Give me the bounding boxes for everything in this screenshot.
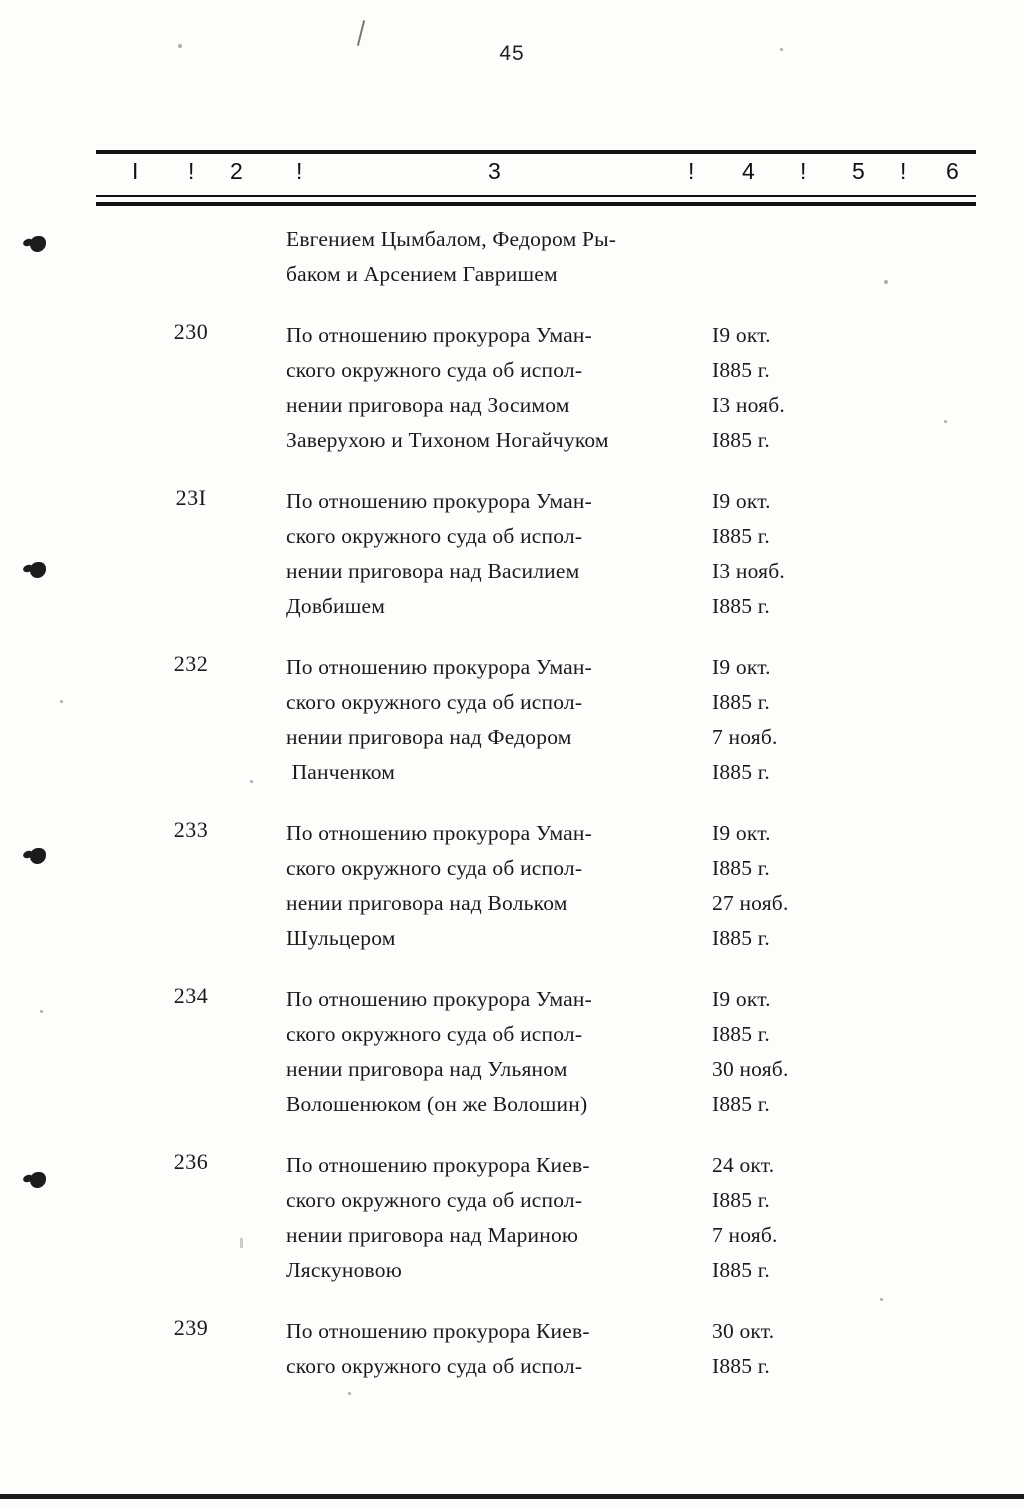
scan-speck xyxy=(40,1010,43,1013)
record-date-line: 24 окт. xyxy=(712,1153,775,1177)
page-number: 45 xyxy=(499,42,525,65)
record-date-line: I885 г. xyxy=(712,358,770,382)
record-description-line: Довбишем xyxy=(286,594,386,618)
record-date-line: I885 г. xyxy=(712,1092,770,1116)
record-description xyxy=(286,1314,696,1384)
record-date-line: I885 г. xyxy=(712,1022,770,1046)
record-date-line: I885 г. xyxy=(712,594,770,618)
record-description-line: ского окружного суда об испол- xyxy=(286,856,583,880)
record-date-line: I885 г. xyxy=(712,690,770,714)
record-description-line: По отношению прокурора Киев- xyxy=(286,1153,590,1177)
record-description-line: Ляскуновою xyxy=(286,1258,402,1282)
record-number: 233 xyxy=(173,817,209,842)
record-description-line: По отношению прокурора Уман- xyxy=(286,489,592,513)
record-description xyxy=(286,650,696,790)
margin-ink-blob xyxy=(30,1172,46,1188)
column-header-2: 2 xyxy=(230,158,243,184)
record-description-line: Заверухою и Тихоном Ногайчуком xyxy=(286,428,609,452)
record-description xyxy=(286,1148,696,1288)
record-description-line: ского окружного суда об испол- xyxy=(286,690,583,714)
record-description xyxy=(286,484,696,624)
record-dates xyxy=(696,816,912,956)
column-header-6: 6 xyxy=(946,158,959,184)
table-row xyxy=(96,1314,986,1384)
record-description-line: нении приговора над Вольком xyxy=(286,891,568,915)
table-row xyxy=(96,816,986,956)
record-description-line: нении приговора над Ульяном xyxy=(286,1057,568,1081)
record-description-line: Шульцером xyxy=(286,926,396,950)
record-date-line: 7 нояб. xyxy=(712,1223,778,1247)
record-number: 232 xyxy=(173,651,209,676)
table-row xyxy=(96,222,986,292)
table-bottom-rule xyxy=(96,202,976,206)
record-description-line: Евгением Цымбалом, Федором Ры- xyxy=(286,227,617,251)
record-description xyxy=(286,982,696,1122)
record-description-line: ского окружного суда об испол- xyxy=(286,1188,583,1212)
record-description-line: ского окружного суда об испол- xyxy=(286,358,583,382)
column-separator-3: ! xyxy=(688,158,695,184)
record-date-line: I885 г. xyxy=(712,856,770,880)
record-date-line: I9 окт. xyxy=(712,821,771,845)
table-row xyxy=(96,982,986,1122)
column-separator-2: ! xyxy=(296,158,303,184)
record-number: 239 xyxy=(173,1315,209,1340)
record-dates xyxy=(696,1148,912,1288)
record-description-line: ского окружного суда об испол- xyxy=(286,1354,583,1378)
record-date-line: I3 нояб. xyxy=(712,559,785,583)
column-header-5: 5 xyxy=(852,158,865,184)
record-date-line: 30 окт. xyxy=(712,1319,775,1343)
record-description-line: нении приговора над Василием xyxy=(286,559,580,583)
record-dates xyxy=(696,484,912,624)
record-description-line: нении приговора над Мариною xyxy=(286,1223,579,1247)
scan-speck xyxy=(250,780,253,783)
record-date-line: I3 нояб. xyxy=(712,393,785,417)
record-date-line: I9 окт. xyxy=(712,655,771,679)
record-dates xyxy=(696,1314,912,1384)
margin-ink-blob xyxy=(30,562,46,578)
record-description-line: нении приговора над Зосимом xyxy=(286,393,570,417)
record-dates xyxy=(696,318,912,458)
record-description-line: По отношению прокурора Уман- xyxy=(286,655,592,679)
record-date-line: I885 г. xyxy=(712,524,770,548)
record-date-line: 27 нояб. xyxy=(712,891,789,915)
record-description-line: По отношению прокурора Киев- xyxy=(286,1319,590,1343)
scan-speck xyxy=(944,420,947,423)
scan-speck xyxy=(780,48,783,51)
column-header-1: I xyxy=(132,158,139,184)
column-separator-1: ! xyxy=(188,158,195,184)
record-number xyxy=(96,222,286,223)
record-number: 230 xyxy=(173,319,209,344)
scan-speck xyxy=(60,700,63,703)
record-description-line: По отношению прокурора Уман- xyxy=(286,821,592,845)
table-row xyxy=(96,1148,986,1288)
record-number: 23I xyxy=(175,485,207,510)
margin-ink-blob xyxy=(30,848,46,864)
record-dates xyxy=(696,982,912,1122)
record-description-line: По отношению прокурора Уман- xyxy=(286,987,592,1011)
record-number: 234 xyxy=(173,983,209,1008)
record-date-line: 7 нояб. xyxy=(712,725,778,749)
register-table xyxy=(96,222,986,1410)
record-date-line: I9 окт. xyxy=(712,323,771,347)
record-date-line: I885 г. xyxy=(712,760,770,784)
record-date-line: I885 г. xyxy=(712,1258,770,1282)
column-header-4: 4 xyxy=(742,158,755,184)
record-number: 236 xyxy=(173,1149,209,1174)
record-date-line: I885 г. xyxy=(712,1188,770,1212)
scan-speck xyxy=(240,1238,243,1248)
table-row xyxy=(96,318,986,458)
record-dates xyxy=(696,650,912,790)
table-row xyxy=(96,650,986,790)
table-row xyxy=(96,484,986,624)
record-description-line: ского окружного суда об испол- xyxy=(286,1022,583,1046)
record-description-line: По отношению прокурора Уман- xyxy=(286,323,592,347)
table-top-rule xyxy=(96,150,976,154)
record-date-line: I9 окт. xyxy=(712,987,771,1011)
record-description xyxy=(286,318,696,458)
margin-ink-blob xyxy=(30,236,46,252)
record-description-line: ского окружного суда об испол- xyxy=(286,524,583,548)
scan-speck xyxy=(880,1298,883,1301)
record-date-line: I885 г. xyxy=(712,926,770,950)
table-mid-rule xyxy=(96,195,976,197)
record-description-line: баком и Арсением Гавришем xyxy=(286,262,558,286)
scan-speck xyxy=(178,44,182,48)
record-description-line: Волошенюком (он же Волошин) xyxy=(286,1092,588,1116)
record-date-line: I885 г. xyxy=(712,428,770,452)
record-date-line: 30 нояб. xyxy=(712,1057,789,1081)
page-bottom-edge xyxy=(0,1494,1024,1499)
record-date-line: I885 г. xyxy=(712,1354,770,1378)
record-date-line: I9 окт. xyxy=(712,489,771,513)
scan-speck xyxy=(884,280,888,284)
record-description-line: нении приговора над Федором xyxy=(286,725,572,749)
scan-speck xyxy=(348,1392,351,1395)
record-description xyxy=(286,222,696,292)
column-separator-5: ! xyxy=(900,158,907,184)
column-separator-4: ! xyxy=(800,158,807,184)
record-description-line: Панченком xyxy=(286,760,396,784)
column-header-3: 3 xyxy=(488,158,501,184)
record-description xyxy=(286,816,696,956)
